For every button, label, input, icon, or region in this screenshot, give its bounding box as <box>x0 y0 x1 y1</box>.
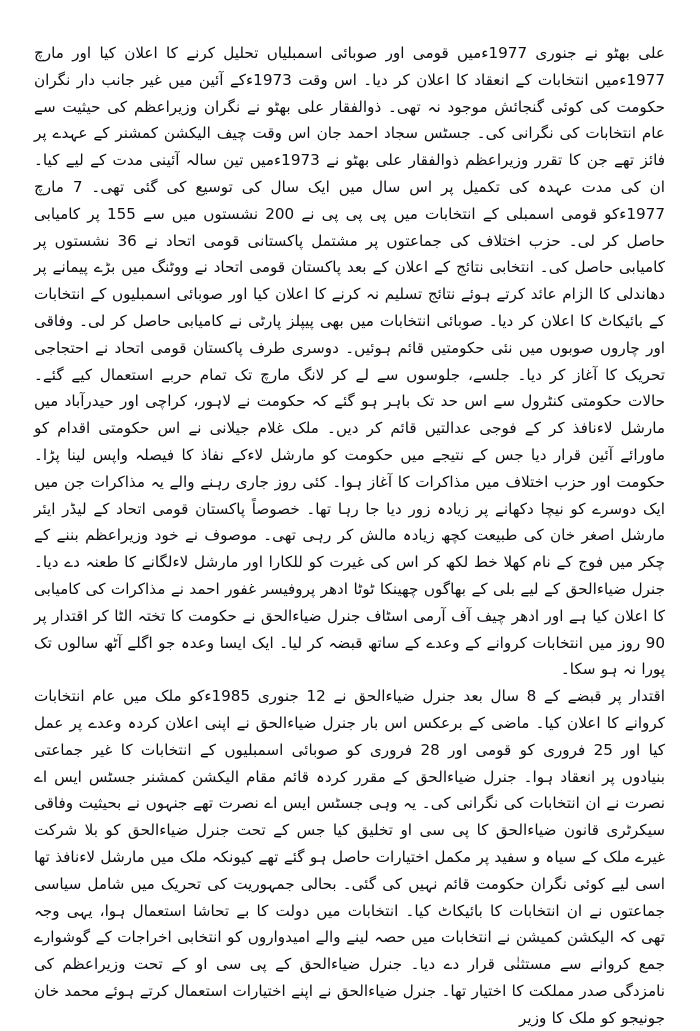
document-body <box>34 40 665 1031</box>
paragraph-1: علی بھٹو نے جنوری 1977ءمیں قومی اور صوبائی اسمبلیاں تحلیل کرنے کا اعلان کیا اور مارچ 1977ءمیں انتخابات کے انعقاد کا اعلان کر دیا۔ اس وقت 1973ءکے آئین میں غیر جانب دار نگران حکومت کی کوئی گنجائش موجود نہ تھی۔ ذوالفقار علی بھٹو نے نگران وزیراعظم کی حیثیت سے عام انتخابات کی نگرانی کی۔ جسٹس سجاد احمد جان اس وقت چیف الیکشن کمشنر کے عہدے پر فائز تھے جن کا تقرر وزیراعظم ذوالفقار علی بھٹو نے 1973ءمیں تین سالہ آئینی مدت کے لیے کیا۔ ان کی مدت عہدہ کی تکمیل پر اس سال میں ایک سال کی توسیع کی گئی تھی۔ 7 مارچ 1977ءکو قومی اسمبلی کے انتخابات میں پی پی پی نے 200 نشستوں میں سے 155 پر کامیابی حاصل کر لی۔ حزب اختلاف کی جماعتوں پر مشتمل پاکستانی قومی اتحاد نے 36 نشستوں پر کامیابی حاصل کی۔ انتخابی نتائج کے اعلان کے بعد پاکستان قومی اتحاد نے ووٹنگ میں بڑے پیمانے پر دھاندلی کا الزام عائد کرتے ہوئے نتائج تسلیم نہ کرنے کا اعلان کیا اور صوبائی اسمبلیوں کے انتخابات کے بائیکاٹ کا اعلان کر دیا۔ صوبائی انتخابات میں بھی پیپلز پارٹی نے کامیابی حاصل کر لی۔ وفاقی اور چاروں صوبوں میں نئی حکومتیں قائم ہوئیں۔ دوسری طرف پاکستان قومی اتحاد نے احتجاجی تحریک کا آغاز کر دیا۔ جلسے، جلوسوں سے لے کر لانگ مارچ تک تمام حربے استعمال کیے گئے۔ حالات حکومتی کنٹرول سے اس حد تک باہر ہو گئے کہ حکومت نے لاہور، کراچی اور حیدرآباد میں مارشل لاءنافذ کر کے فوجی عدالتیں قائم کر دیں۔ ملک غلام جیلانی نے اس حکومتی اقدام کو ماورائے آئین قرار دیا جس کے نتیجے میں حکومت کو مارشل لاءکے نفاذ کا فیصلہ واپس لینا پڑا۔ حکومت اور حزب اختلاف میں مذاکرات کا آغاز ہوا۔ کئی روز جاری رہنے والے یہ مذاکرات جن میں ایک دوسرے کو نیچا دکھانے پر زیادہ زور دیا جا رہا تھا۔ خصوصاً پاکستان قومی اتحاد کے لیڈر ایئر مارشل اصغر خان کی طبیعت کچھ زیادہ مالش کر رہی تھی۔ موصوف نے خود وزیراعظم بننے کے چکر میں فوج کے نام کھلا خط لکھ کر اس کی غیرت کو للکارا اور مارشل لاءلگانے کا طعنہ دے دیا۔ جنرل ضیاءالحق کے لیے بلی کے بھاگوں چھینکا ٹوٹا ادھر پروفیسر غفور احمد نے مذاکرات کی کامیابی کا اعلان کیا ہے اور ادھر چیف آف آرمی اسٹاف جنرل ضیاءالحق نے حکومت کا تختہ الٹا کر اقتدار پر 90 روز میں انتخابات کروانے کے وعدے کے ساتھ قبضہ کر لیا۔ ایک ایسا وعدہ جو اگلے آٹھ سالوں تک پورا نہ ہو سکا۔ <box>34 44 665 679</box>
paragraph-2: اقتدار پر قبضے کے 8 سال بعد جنرل ضیاءالحق نے 12 جنوری 1985ءکو ملک میں عام انتخابات کروانے کا اعلان کیا۔ ماضی کے برعکس اس بار جنرل ضیاءالحق نے اپنی اعلان کردہ وعدے پر عمل کیا اور 25 فروری کو قومی اور 28 فروری کو صوبائی اسمبلیوں کے انتخابات کا غیر جماعتی بنیادوں پر انعقاد ہوا۔ جنرل ضیاءالحق کے مقرر کردہ قائم مقام الیکشن کمشنر جسٹس ایس اے نصرت نے ان انتخابات کی نگرانی کی۔ یہ وہی جسٹس ایس اے نصرت تھے جنہوں نے بحیثیت وفاقی سیکرٹری قانون ضیاءالحق کا پی سی او تخلیق کیا جس کے تحت جنرل ضیاءالحق کو بلا شرکت غیرے ملک کے سیاہ و سفید پر مکمل اختیارات حاصل ہو گئے تھے کیونکہ ملک میں مارشل لاءنافذ تھا اسی لیے کوئی نگران حکومت قائم نہیں کی گئی۔ بحالی جمہوریت کی تحریک میں شامل سیاسی جماعتوں نے ان انتخابات کا بائیکاٹ کیا۔ انتخابات میں دولت کا بے تحاشا استعمال ہوا، یہی وجہ تھی کہ الیکشن کمیشن نے انتخابات میں حصہ لینے والے امیدواروں کو انتخابی اخراجات کے گوشوارے جمع کروانے سے مستثنٰی قرار دے دیا۔ جنرل ضیاءالحق کے پی سی او کے تحت وزیراعظم کی نامزدگی صدر مملکت کا اختیار تھا۔ جنرل ضیاءالحق نے اپنے اختیارات استعمال کرتے ہوئے محمد خان جونیجو کو ملک کا وزیر <box>34 687 666 1027</box>
